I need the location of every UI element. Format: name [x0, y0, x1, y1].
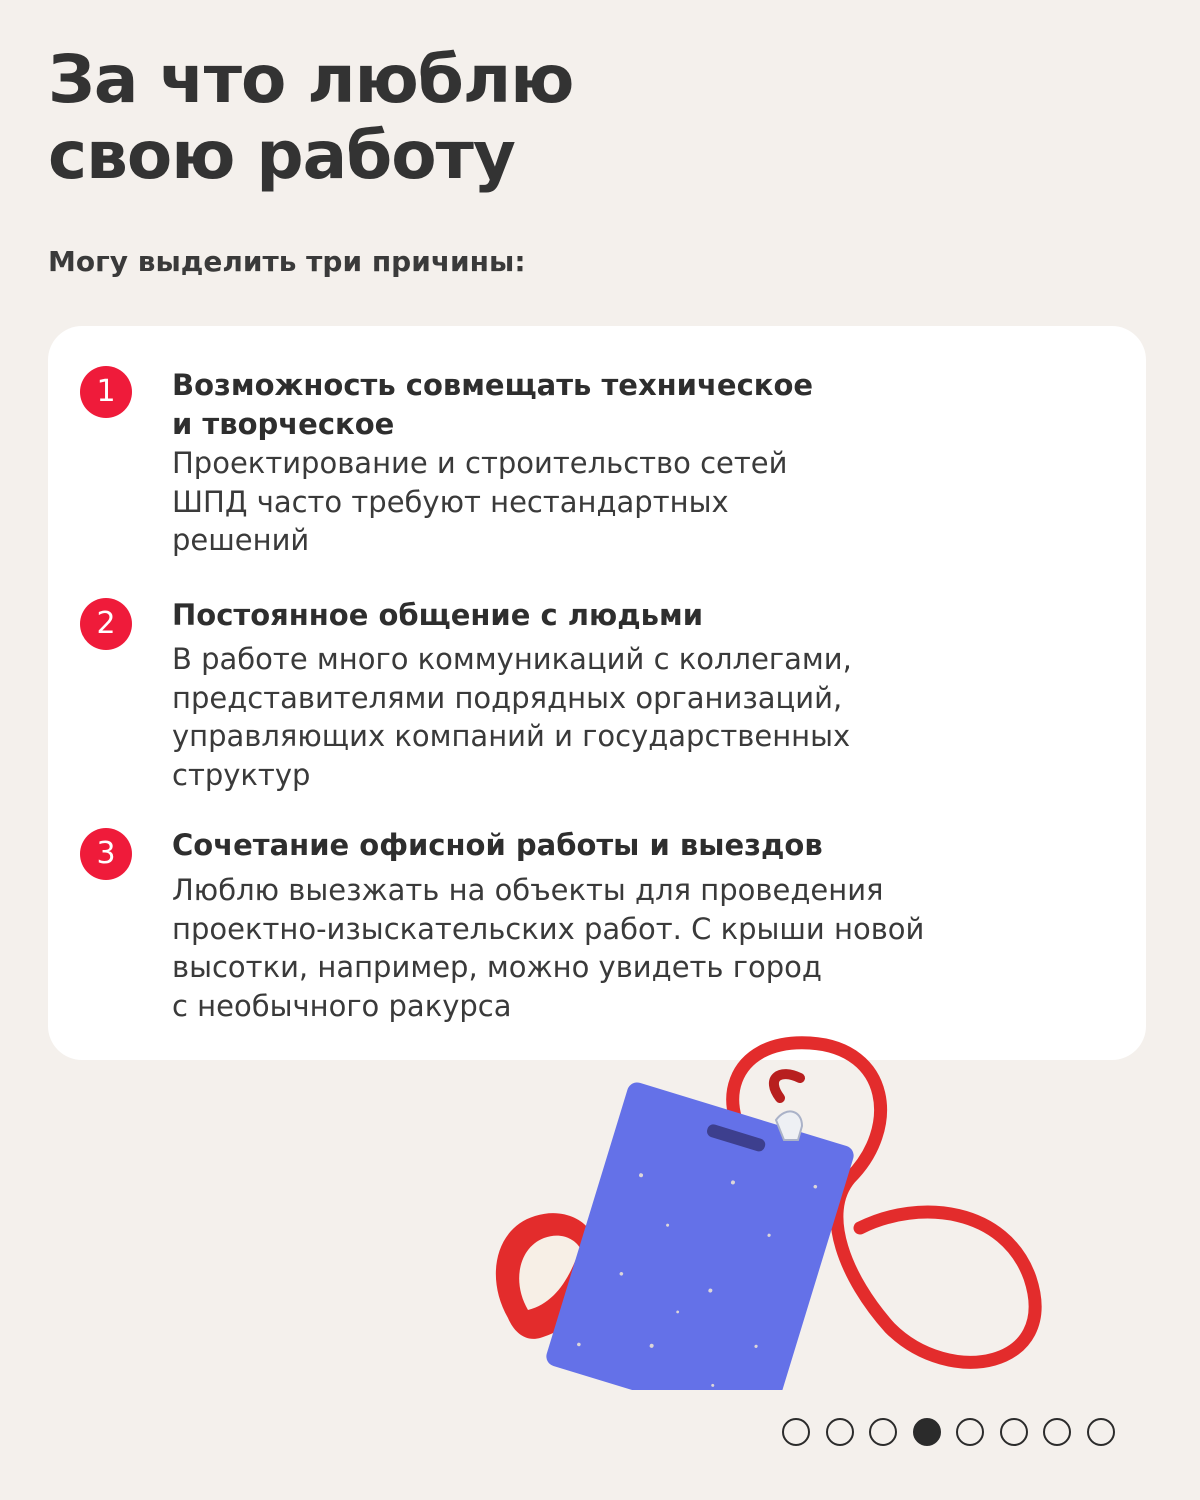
- page-title-line-1: За что люблю: [48, 41, 574, 118]
- pagination-dot[interactable]: [1043, 1418, 1071, 1446]
- page-title: [48, 42, 573, 194]
- pagination-dot[interactable]: [782, 1418, 810, 1446]
- reason-description: В работе много коммуникаций с коллегами, представителями подрядных организаций, управляющих компаний и государственных структур: [172, 642, 852, 792]
- pagination-dots: [782, 1418, 1115, 1446]
- pagination-dot[interactable]: [956, 1418, 984, 1446]
- pagination-dot[interactable]: [1087, 1418, 1115, 1446]
- pagination-dot[interactable]: [869, 1418, 897, 1446]
- reasons-card: [48, 326, 1146, 1060]
- page-subtitle: Могу выделить три причины:: [48, 245, 526, 278]
- number-badge: 2: [80, 598, 132, 650]
- badge-lanyard-illustration: [480, 1028, 1060, 1390]
- pagination-dot[interactable]: [1000, 1418, 1028, 1446]
- number-badge: 3: [80, 828, 132, 880]
- pagination-dot[interactable]: [826, 1418, 854, 1446]
- number-badge: 1: [80, 366, 132, 418]
- reason-title: Постоянное общение с людьми: [172, 598, 704, 632]
- reason-title: Возможность совмещать техническое и творческое: [172, 368, 814, 441]
- page-title-line-2: свою работу: [48, 117, 515, 194]
- pagination-dot[interactable]: [913, 1418, 941, 1446]
- reason-title: Сочетание офисной работы и выездов: [172, 828, 823, 862]
- reason-description: Проектирование и строительство сетей ШПД часто требуют нестандартных решений: [172, 446, 788, 557]
- reason-description: Люблю выезжать на объекты для проведения проектно-изыскательских работ. С крыши новой высотки, например, можно увидеть город с необычного ракурса: [172, 873, 925, 1023]
